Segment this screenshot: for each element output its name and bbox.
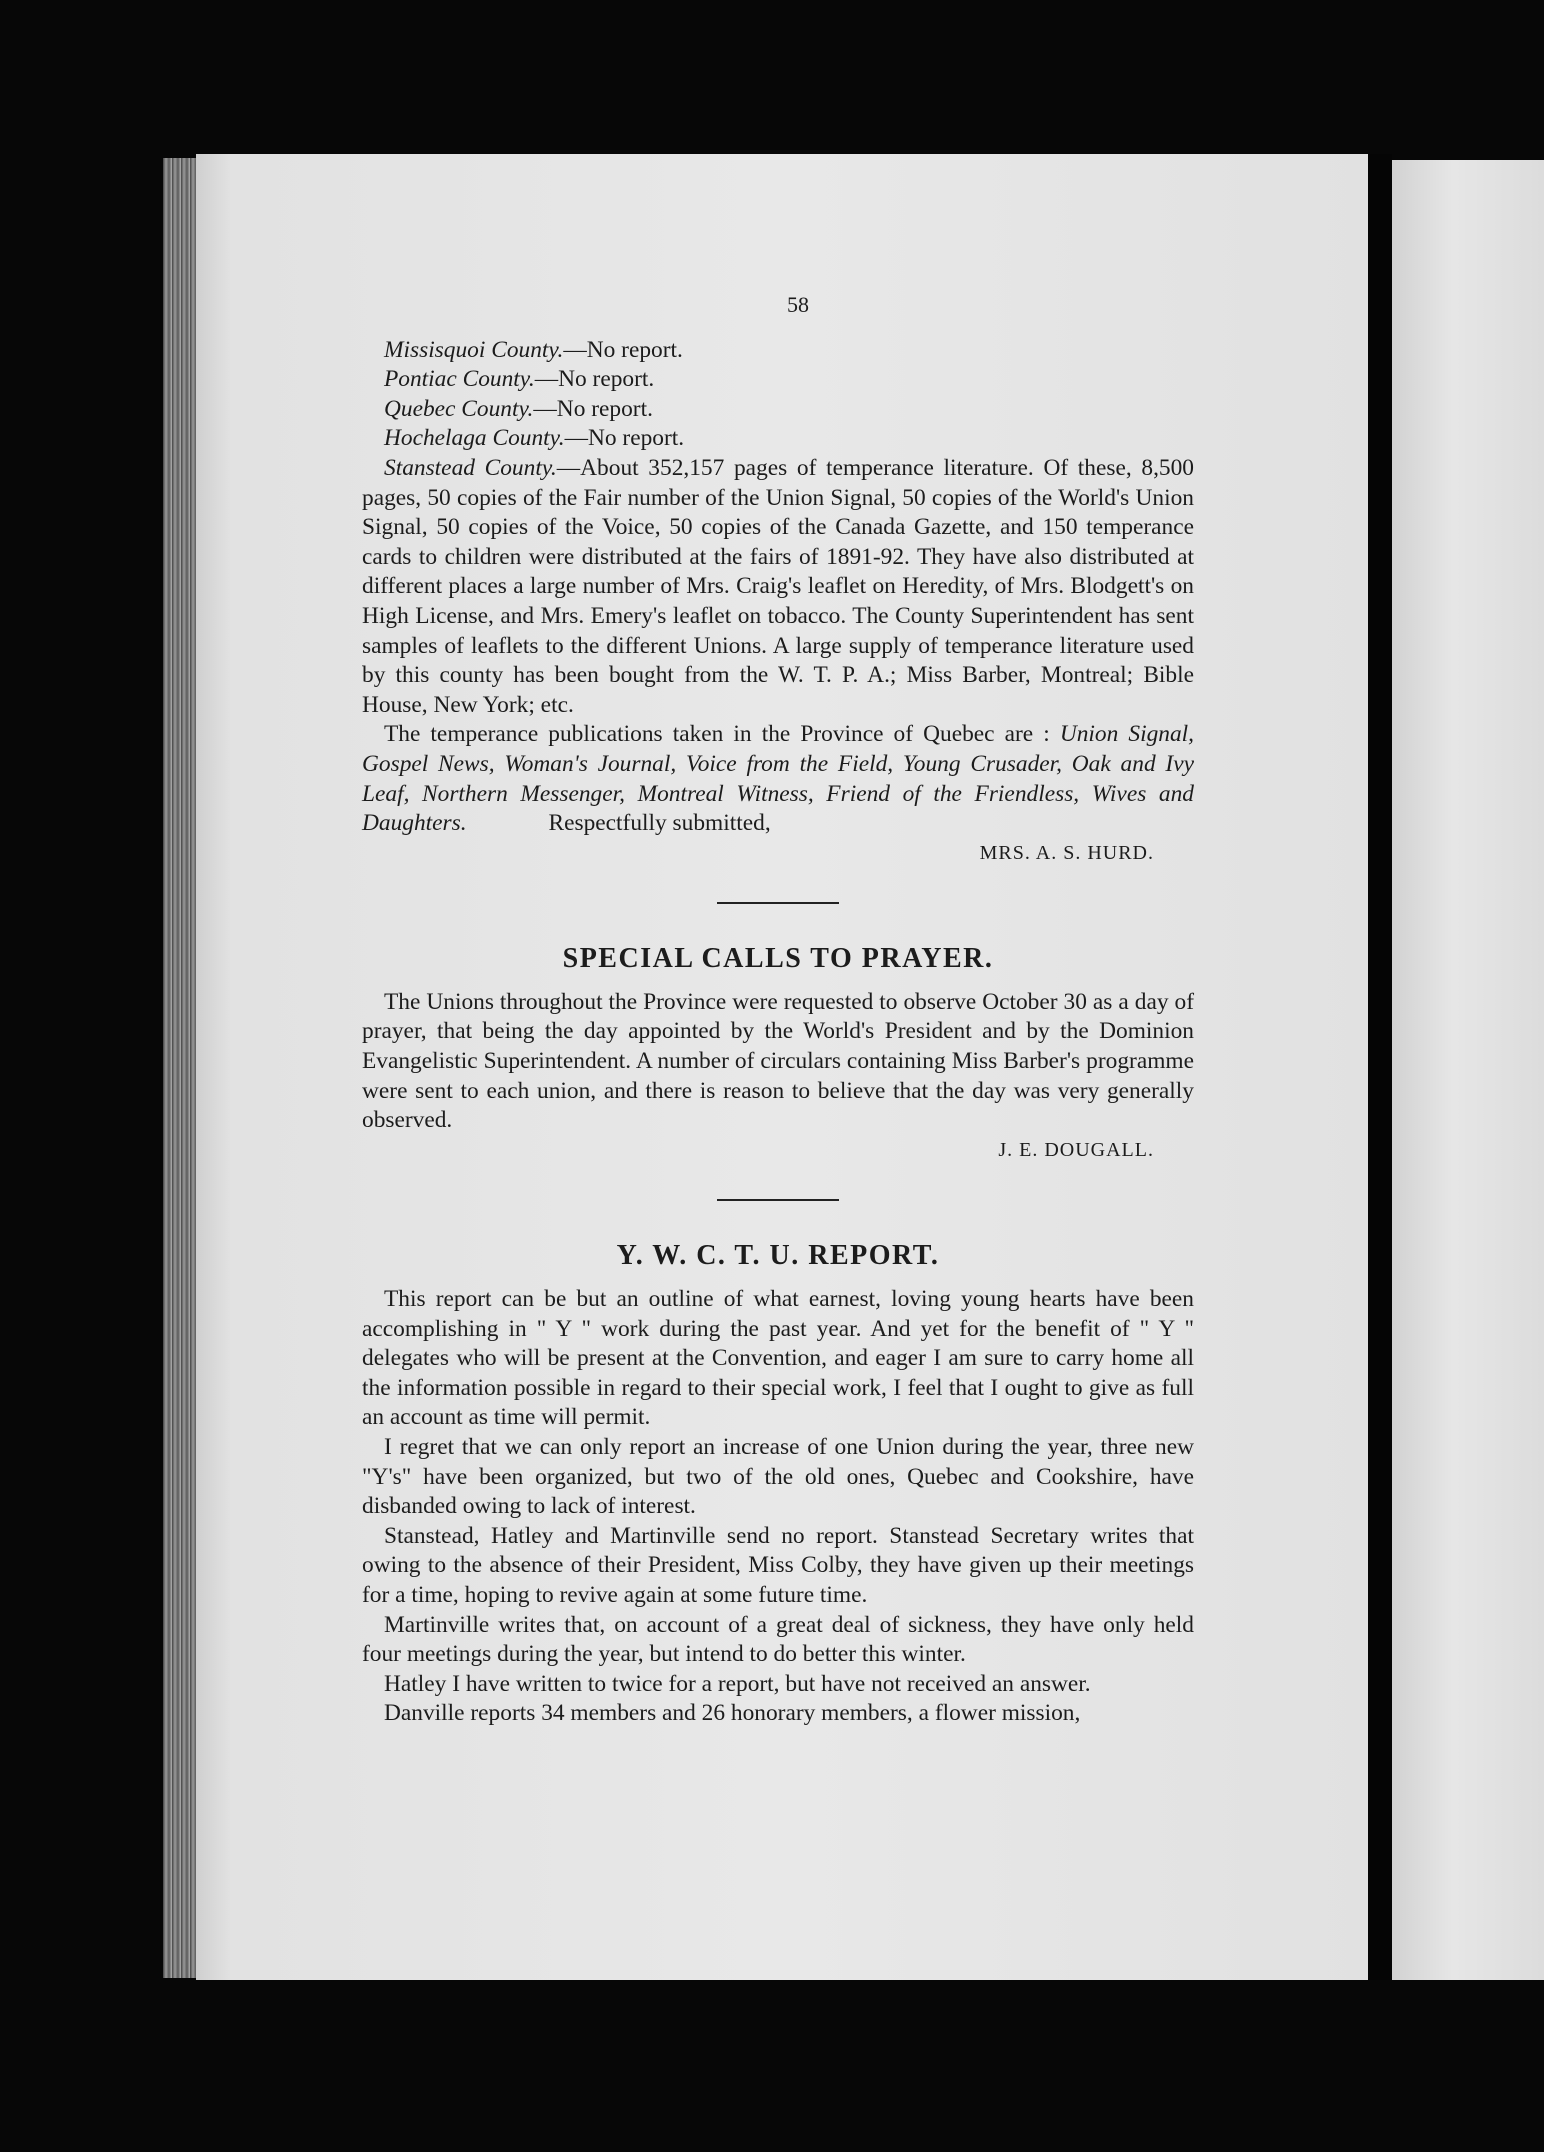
book-gutter bbox=[1368, 154, 1392, 1980]
heading-special-calls: SPECIAL CALLS TO PRAYER. bbox=[562, 943, 994, 975]
ywctu-paragraph: This report can be but an outline of what earnest, loving young hearts have been accomplishing in " Y " work during the past year. And yet for the benefit of " Y " delegates who will be present at the Convention, and eager I am sure to carry home all the information possible in regard to their special work, I feel that I ought to give as full an account as time will permit. bbox=[362, 1286, 1194, 1431]
facing-page-edge bbox=[1392, 160, 1544, 1980]
signature-dougall: J. E. DOUGALL. bbox=[998, 1138, 1154, 1161]
page-content bbox=[362, 290, 1194, 1729]
ywctu-paragraph: Hatley I have written to twice for a report, but have not received an answer. bbox=[384, 1670, 1091, 1697]
prayer-paragraph: The Unions throughout the Province were requested to observe October 30 as a day of prayer, that being the day appointed by the World's President and by the Dominion Evangelistic Superintendent. A number of circulars containing Miss Barber's programme were sent to each union, and there is reason to believe that the day was very generally observed. bbox=[362, 988, 1194, 1134]
ywctu-paragraph: I regret that we can only report an increase of one Union during the year, three new "Y's" have been organized, but two of the old ones, Quebec and Cookshire, have disbanded owing to lack of interest. bbox=[362, 1434, 1194, 1520]
stanstead-report: Stanstead County.—About 352,157 pages of temperance literature. Of these, 8,500 pages, 50 copies of the Fair number of the Union Signal, 50 copies of the World's Union Signal, 50 copies of the Voice, 50 copies of the Canada Gazette, and 150 temperance cards to children were distributed at the fairs of 1891-92. They have also distributed at different places a large number of Mrs. Craig's leaflet on Heredity, of Mrs. Blodgett's on High License, and Mrs. Emery's leaflet on tobacco. The County Superintendent has sent samples of leaflets to the different Unions. A large supply of temperance literature used by this county has been bought from the W. T. P. A.; Miss Barber, Montreal; Bible House, New York; etc. bbox=[362, 454, 1195, 718]
ywctu-paragraph: Martinville writes that, on account of a great deal of sickness, they have only held four meetings during the year, but intend to do better this winter. bbox=[362, 1611, 1194, 1668]
section-divider bbox=[717, 902, 839, 904]
heading-ywctu-report: Y. W. C. T. U. REPORT. bbox=[616, 1240, 940, 1272]
county-report: Quebec County.—No report. bbox=[384, 395, 653, 422]
section-divider bbox=[717, 1199, 839, 1201]
publications-paragraph: The temperance publications taken in the Province of Quebec are : Union Signal, Gospel News, Woman's Journal, Voice from the Field, Young Crusader, Oak and Ivy Leaf, Northern Messenger, Montreal Witness, Friend of the Friendless, Wives and Daughters. Respectfully submitted, bbox=[362, 721, 1195, 837]
county-report: Pontiac County.—No report. bbox=[384, 366, 655, 393]
county-report: Hochelaga County.—No report. bbox=[384, 425, 685, 452]
county-report: Missisquoi County.—No report. bbox=[384, 336, 683, 363]
ywctu-paragraph: Stanstead, Hatley and Martinville send no report. Stanstead Secretary writes that owing to the absence of their President, Miss Colby, they have given up their meetings for a time, hoping to revive again at some future time. bbox=[362, 1522, 1194, 1608]
ywctu-paragraph: Danville reports 34 members and 26 honorary members, a flower mission, bbox=[384, 1700, 1081, 1727]
page-edge bbox=[163, 158, 199, 1978]
page-number: 58 bbox=[787, 292, 809, 317]
signature-hurd: MRS. A. S. HURD. bbox=[979, 841, 1154, 864]
